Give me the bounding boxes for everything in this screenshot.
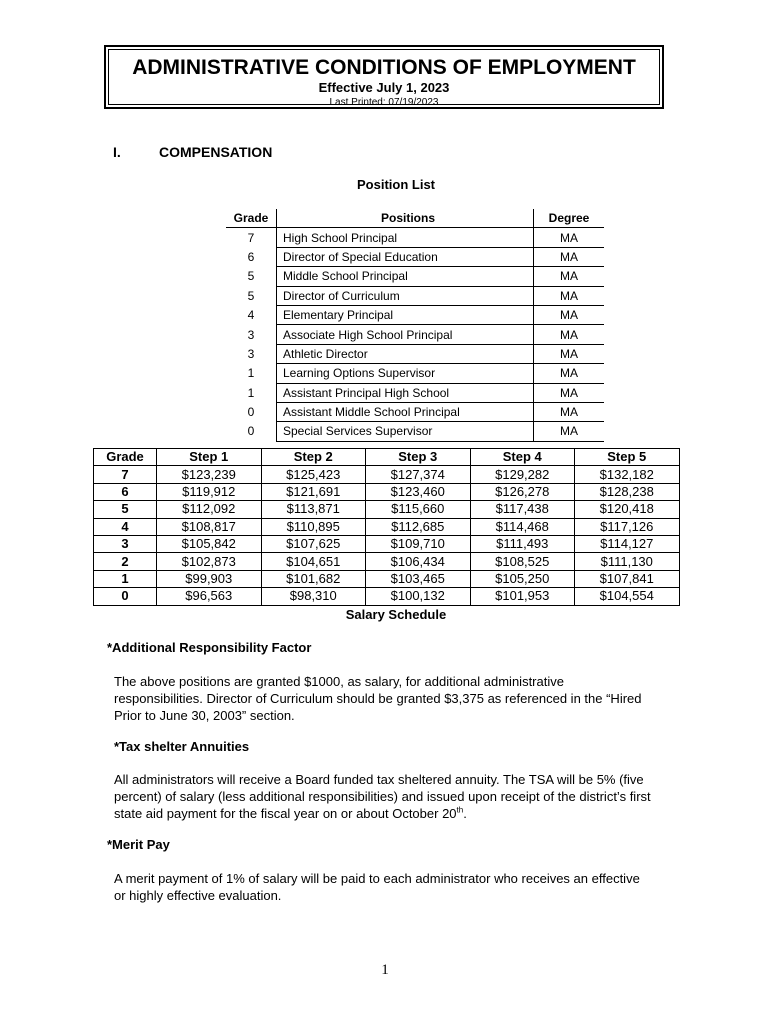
table-row (226, 286, 604, 305)
salary-cell: $108,817 (157, 518, 262, 535)
degree-cell: MA (534, 305, 605, 324)
grade-cell: 3 (226, 344, 277, 363)
salary-cell: $111,130 (575, 553, 680, 570)
grade-cell: 4 (94, 518, 157, 535)
grade-cell: 3 (94, 535, 157, 552)
additional-responsibility-heading: *Additional Responsibility Factor (107, 640, 312, 655)
salary-cell: $107,625 (261, 535, 366, 552)
salary-cell: $103,465 (366, 570, 471, 587)
degree-cell: MA (534, 344, 605, 363)
salary-cell: $96,563 (157, 588, 262, 605)
grade-cell: 5 (226, 286, 277, 305)
page-number: 1 (381, 962, 389, 978)
position-cell: Assistant Middle School Principal (277, 402, 534, 421)
position-cell: Director of Curriculum (277, 286, 534, 305)
salary-cell: $98,310 (261, 588, 366, 605)
salary-cell: $132,182 (575, 466, 680, 483)
degree-header: Degree (534, 209, 605, 228)
header-inner-box (108, 49, 660, 108)
salary-cell: $107,841 (575, 570, 680, 587)
tax-shelter-ordinal: th (456, 805, 464, 815)
salary-cell: $104,651 (261, 553, 366, 570)
table-row (94, 553, 680, 570)
grade-cell: 7 (94, 466, 157, 483)
section-number: I. (113, 144, 121, 160)
grade-cell: 0 (226, 402, 277, 421)
table-row (226, 344, 604, 363)
salary-cell: $117,438 (470, 501, 575, 518)
degree-cell: MA (534, 267, 605, 286)
grade-cell: 3 (226, 325, 277, 344)
salary-cell: $125,423 (261, 466, 366, 483)
salary-cell: $123,460 (366, 483, 471, 500)
effective-date: Effective July 1, 2023 (318, 80, 450, 95)
table-row (94, 518, 680, 535)
position-cell: Assistant Principal High School (277, 383, 534, 402)
tax-shelter-heading: *Tax shelter Annuities (114, 739, 250, 754)
salary-cell: $105,250 (470, 570, 575, 587)
position-cell: Elementary Principal (277, 305, 534, 324)
salary-cell: $129,282 (470, 466, 575, 483)
tax-shelter-paragraph (114, 771, 654, 822)
salary-cell: $115,660 (366, 501, 471, 518)
degree-cell: MA (534, 325, 605, 344)
merit-pay-text: A merit payment of 1% of salary will be paid to each administrator who receives an effective or highly effective evaluation. (114, 871, 640, 903)
position-cell: High School Principal (277, 228, 534, 247)
grade-header: Grade (226, 209, 277, 228)
position-cell: Associate High School Principal (277, 325, 534, 344)
table-row (226, 364, 604, 383)
position-cell: Learning Options Supervisor (277, 364, 534, 383)
positions-header: Positions (277, 209, 534, 228)
salary-cell: $109,710 (366, 535, 471, 552)
grade-cell: 7 (226, 228, 277, 247)
grade-cell: 5 (94, 501, 157, 518)
salary-cell: $105,842 (157, 535, 262, 552)
salary-cell: $114,468 (470, 518, 575, 535)
grade-cell: 6 (226, 247, 277, 266)
position-list-title: Position List (357, 177, 435, 192)
step-3-header: Step 3 (366, 449, 471, 466)
salary-cell: $110,895 (261, 518, 366, 535)
degree-cell: MA (534, 364, 605, 383)
salary-cell: $106,434 (366, 553, 471, 570)
table-row (226, 325, 604, 344)
additional-responsibility-text: The above positions are granted $1000, as salary, for additional administrative responsibilities. Director of Curriculum should be granted $3,375 as referenced in the “Hired Prior to June 30, 2003” section. (114, 674, 642, 723)
grade-header: Grade (94, 449, 157, 466)
salary-schedule-table (93, 448, 680, 606)
position-cell: Special Services Supervisor (277, 422, 534, 441)
tax-shelter-text: All administrators will receive a Board funded tax sheltered annuity. The TSA will be 5% (five percent) of salary (less additional responsibilities) and issued upon receipt of the district’s first state aid payment for the fiscal year on or about October 20 (114, 772, 651, 821)
salary-header-row (94, 449, 680, 466)
grade-cell: 0 (226, 422, 277, 441)
salary-cell: $119,912 (157, 483, 262, 500)
salary-cell: $113,871 (261, 501, 366, 518)
salary-cell: $104,554 (575, 588, 680, 605)
grade-cell: 5 (226, 267, 277, 286)
salary-cell: $99,903 (157, 570, 262, 587)
step-1-header: Step 1 (157, 449, 262, 466)
salary-cell: $121,691 (261, 483, 366, 500)
grade-cell: 1 (226, 383, 277, 402)
table-row (94, 535, 680, 552)
table-row (226, 228, 604, 247)
table-row (226, 422, 604, 441)
salary-cell: $102,873 (157, 553, 262, 570)
salary-cell: $112,092 (157, 501, 262, 518)
salary-cell: $108,525 (470, 553, 575, 570)
step-5-header: Step 5 (575, 449, 680, 466)
salary-cell: $111,493 (470, 535, 575, 552)
table-row (226, 247, 604, 266)
degree-cell: MA (534, 402, 605, 421)
grade-cell: 2 (94, 553, 157, 570)
salary-cell: $101,953 (470, 588, 575, 605)
last-printed: Last Printed: 07/19/2023 (329, 97, 439, 108)
table-row (226, 305, 604, 324)
grade-cell: 1 (94, 570, 157, 587)
table-row (226, 383, 604, 402)
salary-cell: $123,239 (157, 466, 262, 483)
grade-cell: 0 (94, 588, 157, 605)
tax-shelter-period: . (463, 806, 467, 821)
step-4-header: Step 4 (470, 449, 575, 466)
table-row (94, 570, 680, 587)
position-cell: Director of Special Education (277, 247, 534, 266)
table-row (94, 483, 680, 500)
degree-cell: MA (534, 422, 605, 441)
position-list-table (226, 209, 604, 442)
degree-cell: MA (534, 228, 605, 247)
salary-cell: $117,126 (575, 518, 680, 535)
salary-schedule-caption: Salary Schedule (345, 607, 447, 622)
step-2-header: Step 2 (261, 449, 366, 466)
table-row (94, 588, 680, 605)
salary-cell: $127,374 (366, 466, 471, 483)
degree-cell: MA (534, 383, 605, 402)
grade-cell: 1 (226, 364, 277, 383)
header-box (104, 45, 664, 109)
table-row (94, 466, 680, 483)
degree-cell: MA (534, 286, 605, 305)
document-title: ADMINISTRATIVE CONDITIONS OF EMPLOYMENT (132, 56, 636, 79)
degree-cell: MA (534, 247, 605, 266)
position-cell: Middle School Principal (277, 267, 534, 286)
merit-pay-heading: *Merit Pay (107, 837, 170, 852)
salary-cell: $120,418 (575, 501, 680, 518)
table-row (94, 501, 680, 518)
salary-cell: $112,685 (366, 518, 471, 535)
salary-cell: $101,682 (261, 570, 366, 587)
section-title: COMPENSATION (159, 144, 273, 160)
grade-cell: 6 (94, 483, 157, 500)
grade-cell: 4 (226, 305, 277, 324)
table-row (226, 267, 604, 286)
salary-cell: $126,278 (470, 483, 575, 500)
position-cell: Athletic Director (277, 344, 534, 363)
table-row (226, 402, 604, 421)
salary-cell: $128,238 (575, 483, 680, 500)
salary-cell: $114,127 (575, 535, 680, 552)
position-list-header-row (226, 209, 604, 228)
salary-cell: $100,132 (366, 588, 471, 605)
